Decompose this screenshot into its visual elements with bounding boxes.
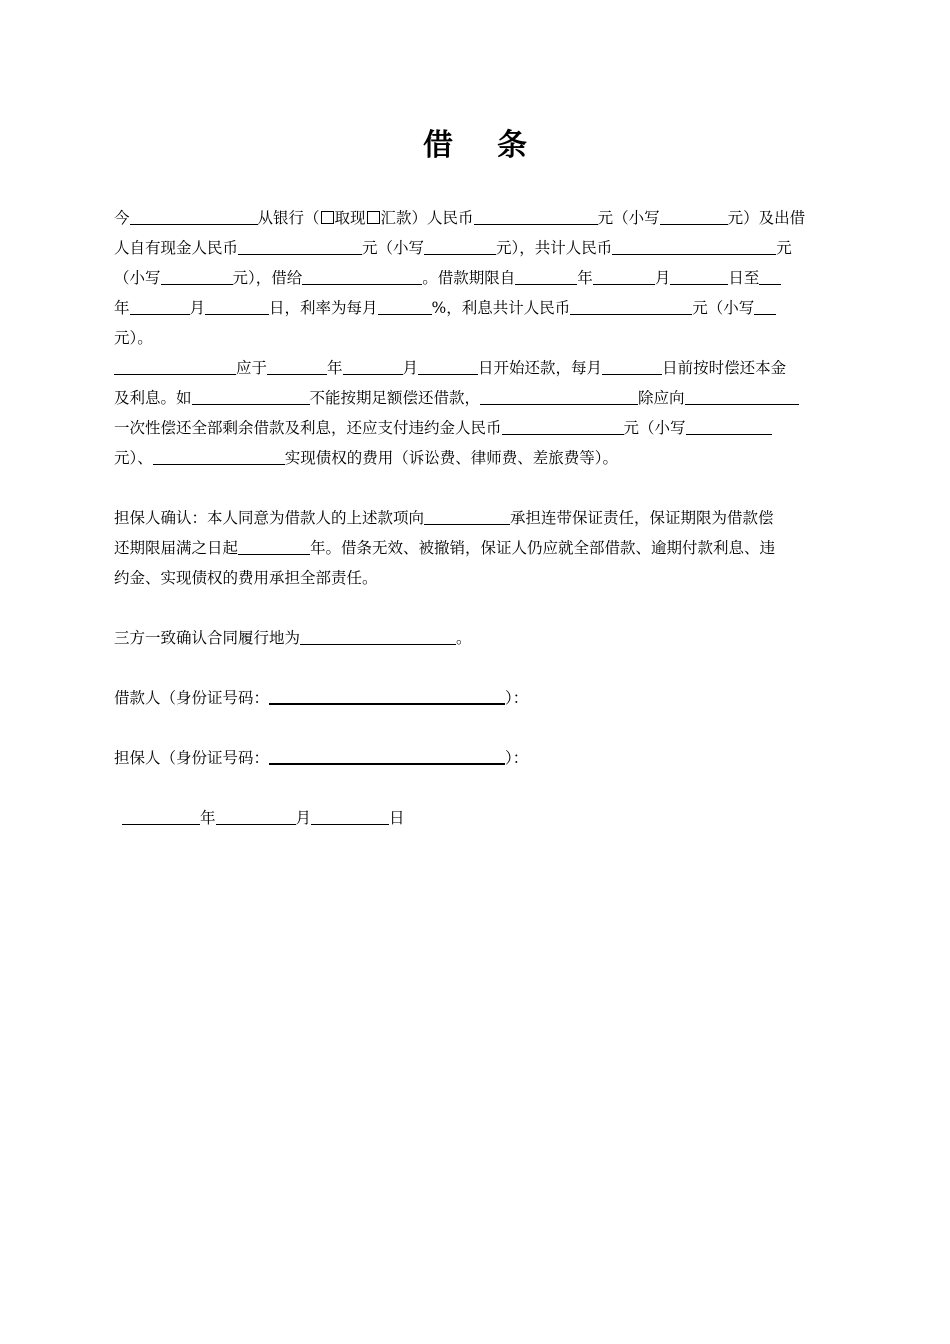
blank-repay-month[interactable] [343, 357, 403, 375]
blank-sign-year[interactable] [122, 807, 200, 825]
para2-line3: 一次性偿还全部剩余借款及利息，还应支付违约金人民币 元（小写 [114, 413, 772, 443]
blank-start-month[interactable] [593, 267, 655, 285]
blank-monthly-day[interactable] [602, 357, 662, 375]
blank-end-year-part[interactable] [759, 267, 781, 285]
blank-start-day[interactable] [670, 267, 728, 285]
blank-bank-amount-small[interactable] [660, 207, 728, 225]
document-title [0, 120, 950, 164]
blank-cost-payer[interactable] [153, 447, 285, 465]
blank-repay-year[interactable] [267, 357, 327, 375]
para2-line2: 及利息。如 不能按期足额偿还借款， 除应向 [114, 383, 799, 413]
blank-borrower-name[interactable] [130, 207, 258, 225]
blank-debtor-name[interactable] [480, 387, 638, 405]
blank-total-amount[interactable] [612, 237, 776, 255]
para1-line3: （小写 元），借给 。借款期限自 年 月 日至 [114, 263, 781, 293]
blank-guarantee-years[interactable] [238, 537, 310, 555]
blank-start-year[interactable] [515, 267, 577, 285]
guarantor-signature-line: 担保人（身份证号码： ）： [114, 743, 528, 773]
para1-line2: 人自有现金人民币 元（小写 元），共计人民币 元 [114, 239, 792, 257]
blank-sign-day[interactable] [311, 807, 389, 825]
title-char-2: 条 [497, 128, 527, 163]
para3-line1: 担保人确认：本人同意为借款人的上述款项向 承担连带保证责任，保证期限为借款偿 [114, 509, 774, 527]
blank-end-year[interactable] [130, 297, 190, 315]
blank-cash-amount-small[interactable] [424, 237, 496, 255]
blank-guarantor-id[interactable] [269, 746, 505, 765]
checkbox-transfer[interactable] [367, 211, 380, 224]
para2-line1: 应于 年 月 日开始还款，每月 日前按时偿还本金 [114, 353, 786, 383]
blank-defaulter-name[interactable] [192, 387, 310, 405]
para4-line1: 三方一致确认合同履行地为 。 [114, 629, 472, 647]
blank-creditor-name[interactable] [685, 387, 799, 405]
para1-line1: 今 从银行（ 取现 汇款）人民币 元（小写 元）及出借 [114, 209, 806, 227]
para1-line5: 元）。 [114, 329, 153, 347]
blank-performance-place[interactable] [300, 627, 456, 645]
para2-line4: 元）、 实现债权的费用（诉讼费、律师费、差旅费等）。 [114, 449, 619, 467]
blank-repay-day[interactable] [418, 357, 478, 375]
blank-cash-amount[interactable] [238, 237, 362, 255]
blank-bank-amount[interactable] [474, 207, 598, 225]
para3-line3: 约金、实现债权的费用承担全部责任。 [114, 569, 378, 587]
date-line: 年 月 日 [122, 803, 405, 833]
blank-interest-amount-small[interactable] [754, 297, 776, 315]
blank-repayer-name[interactable] [114, 357, 236, 375]
borrower-signature-line: 借款人（身份证号码： ）： [114, 683, 528, 713]
blank-interest-amount[interactable] [570, 297, 692, 315]
blank-penalty-amount[interactable] [502, 417, 624, 435]
blank-monthly-rate[interactable] [378, 297, 432, 315]
blank-guarantee-to[interactable] [424, 507, 510, 525]
para3-line2: 还期限届满之日起 年。借条无效、被撤销，保证人仍应就全部借款、逾期付款利息、违 [114, 539, 776, 557]
blank-sign-month[interactable] [216, 807, 296, 825]
blank-borrower-id[interactable] [269, 686, 505, 705]
title-char-1: 借 [423, 128, 453, 163]
blank-lender-name[interactable] [302, 267, 422, 285]
para1-line4: 年 月 日，利率为每月 %，利息共计人民币 元（小写 [114, 293, 776, 323]
checkbox-cash[interactable] [321, 211, 334, 224]
blank-total-amount-small[interactable] [161, 267, 233, 285]
blank-end-month[interactable] [205, 297, 269, 315]
blank-penalty-amount-small[interactable] [686, 417, 772, 435]
